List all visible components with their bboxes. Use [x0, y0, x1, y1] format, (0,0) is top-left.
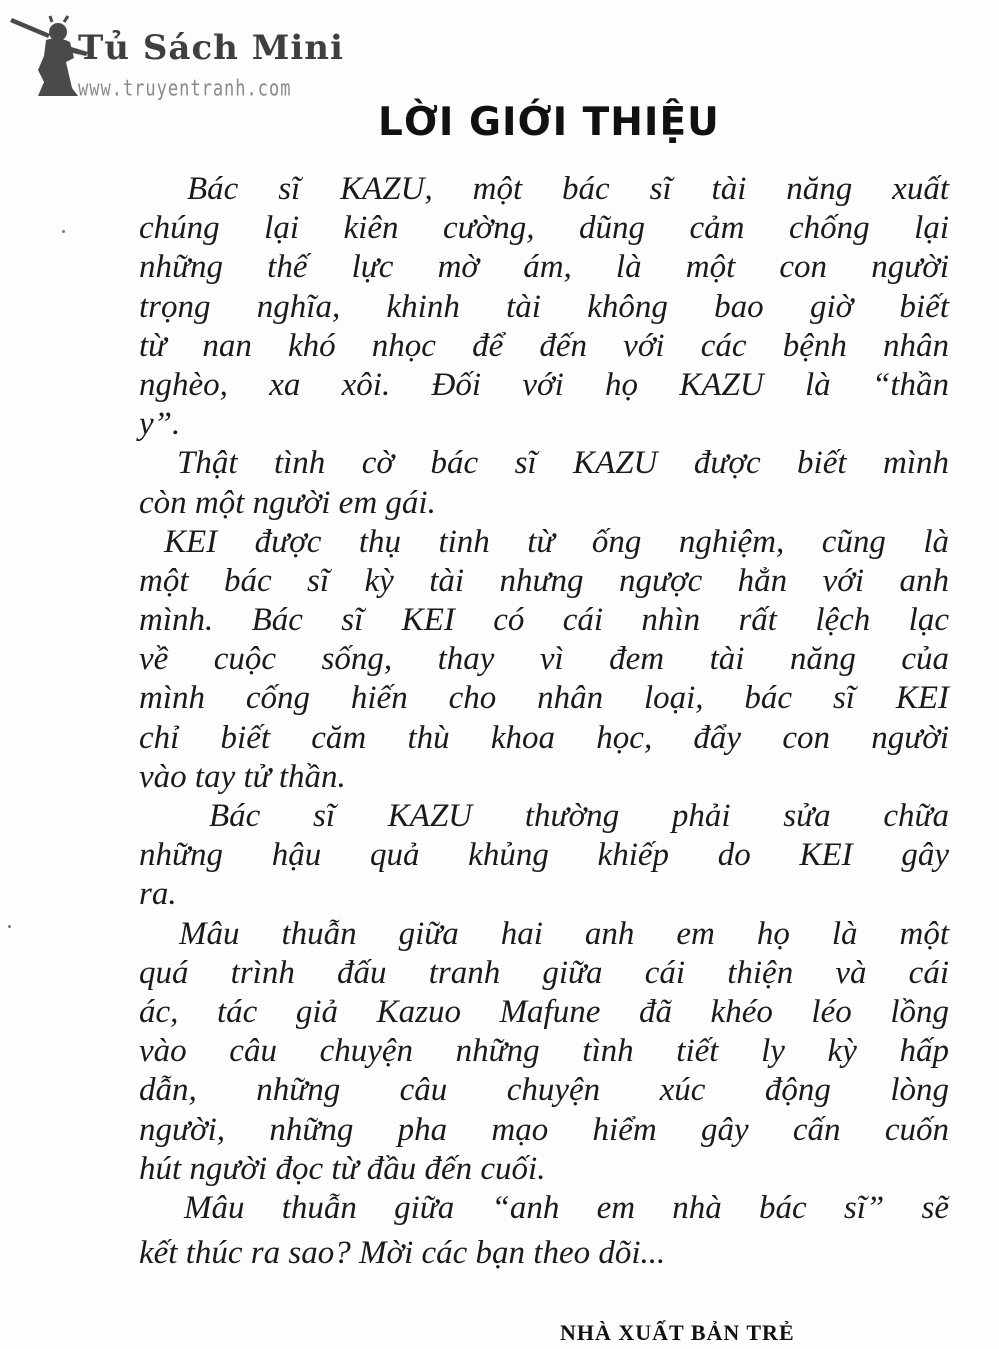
text-line: y”.: [139, 406, 181, 443]
text-line: một bác sĩ kỳ tài nhưng ngược hẳn với anh: [139, 562, 949, 599]
text-line: ác, tác giả Kazuo Mafune đã khéo léo lồng: [139, 993, 949, 1030]
text-line: mình cống hiến cho nhân loại, bác sĩ KEI: [139, 680, 949, 717]
text-line: chúng lại kiên cường, dũng cảm chống lại: [139, 210, 949, 247]
text-line: Mâu thuẫn giữa hai anh em họ là một: [179, 915, 949, 952]
text-line: từ nan khó nhọc để đến với các bệnh nhân: [139, 327, 949, 364]
text-line: về cuộc sống, thay vì đem tài năng của: [139, 641, 949, 678]
text-line: chỉ biết căm thù khoa học, đẩy con người: [139, 719, 949, 756]
publisher-signature: NHÀ XUẤT BẢN TRẺ: [560, 1320, 795, 1345]
text-line: hút người đọc từ đầu đến cuối.: [139, 1150, 546, 1187]
page-title: LỜI GIỚI THIỆU: [378, 100, 720, 145]
text-line: dẫn, những câu chuyện xúc động lòng: [139, 1072, 949, 1109]
intro-body: [139, 170, 949, 1273]
text-line: người, những pha mạo hiểm gây cấn cuốn: [139, 1111, 949, 1148]
scan-speck: [62, 230, 65, 233]
text-line: quá trình đấu tranh giữa cái thiện và cái: [139, 954, 949, 991]
text-line: những thế lực mờ ám, là một con người: [139, 249, 949, 286]
text-line: vào tay tử thần.: [139, 758, 346, 795]
watermark-url: www.truyentranh.com: [78, 76, 292, 102]
text-line: nghèo, xa xôi. Đối với họ KAZU là “thần: [139, 366, 949, 403]
text-line: vào câu chuyện những tình tiết ly kỳ hấp: [139, 1033, 949, 1070]
scan-speck: [8, 925, 11, 928]
text-line: Bác sĩ KAZU, một bác sĩ tài năng xuất: [187, 171, 949, 207]
text-line: còn một người em gái.: [139, 484, 436, 521]
text-line: mình. Bác sĩ KEI có cái nhìn rất lệch lạc: [139, 602, 949, 639]
text-line: Bác sĩ KAZU thường phải sửa chữa: [209, 798, 949, 834]
watermark-logo: [0, 0, 360, 110]
watermark-title: Tủ Sách Mini: [78, 28, 344, 68]
text-line: KEI được thụ tinh từ ống nghiệm, cũng là: [164, 523, 949, 560]
text-line: những hậu quả khủng khiếp do KEI gây: [139, 837, 949, 874]
text-line: ra.: [139, 876, 177, 913]
text-line: kết thúc ra sao? Mời các bạn theo dõi...: [139, 1235, 666, 1272]
text-line: trọng nghĩa, khinh tài không bao giờ biết: [139, 288, 949, 325]
text-line: Thật tình cờ bác sĩ KAZU được biết mình: [177, 445, 949, 482]
text-line: Mâu thuẫn giữa “anh em nhà bác sĩ” sẽ: [184, 1189, 949, 1226]
